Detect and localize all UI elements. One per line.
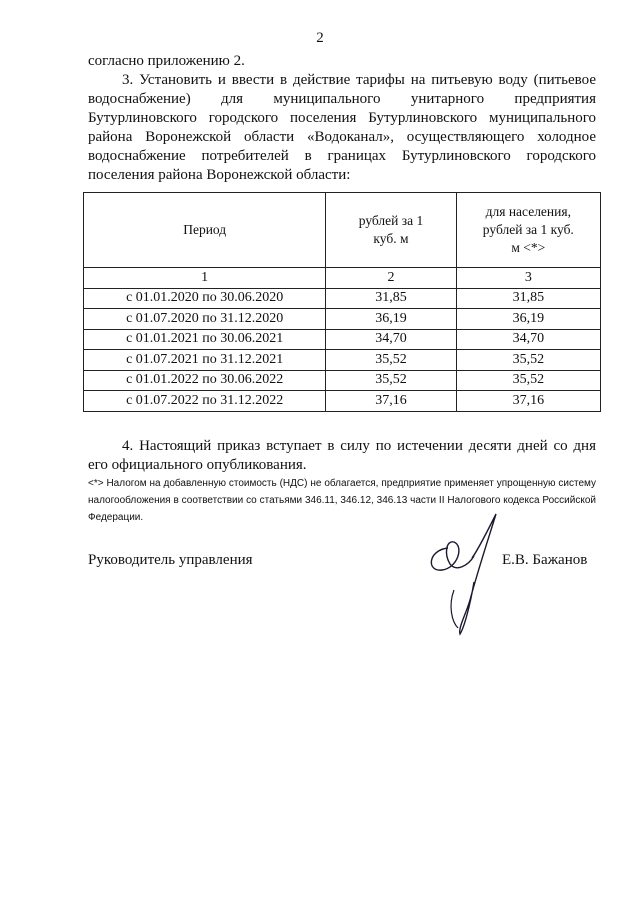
signer-name: Е.В. Бажанов [502,552,588,568]
cell-rub: 31,85 [326,288,456,309]
cell-population: 35,52 [456,350,600,371]
table-row [84,329,601,350]
cell-rub: 35,52 [326,370,456,391]
point-4-block [88,437,596,475]
header-population [456,193,600,268]
header-rub [326,193,456,268]
handwritten-signature [418,510,508,640]
footnote-block [88,475,596,526]
header-population-text: для населения, рублей за 1 куб. м <*> [482,204,574,255]
column-number: 1 [84,268,326,289]
table-body [84,268,601,412]
tariff-table [83,192,601,412]
signer-title: Руководитель управления [88,552,253,568]
table-row [84,350,601,371]
intro-line: согласно приложению 2. [88,53,245,69]
cell-rub: 36,19 [326,309,456,330]
cell-rub: 35,52 [326,350,456,371]
point-4-paragraph: 4. Настоящий приказ вступает в силу по истечении десяти дней со дня его официального опубликования. [88,438,596,473]
cell-period: с 01.01.2021 по 30.06.2021 [84,329,326,350]
cell-period: с 01.07.2021 по 31.12.2021 [84,350,326,371]
table-numbering-row [84,268,601,289]
header-rub-text: рублей за 1 куб. м [358,213,424,246]
column-number: 3 [456,268,600,289]
cell-population: 31,85 [456,288,600,309]
table-header-row [84,193,601,268]
column-number: 2 [326,268,456,289]
table-row [84,309,601,330]
cell-population: 34,70 [456,329,600,350]
cell-population: 37,16 [456,391,600,412]
table-row [84,391,601,412]
cell-rub: 37,16 [326,391,456,412]
page-number: 2 [316,30,324,46]
table-row [84,370,601,391]
cell-period: с 01.07.2022 по 31.12.2022 [84,391,326,412]
cell-population: 35,52 [456,370,600,391]
point-3-paragraph: 3. Установить и ввести в действие тарифы на питьевую воду (питьевое водоснабжение) для муниципального унитарного предприятия Бутурлиновского городского поселения Бутурлиновского муниципального района Воронежской области «Водоканал», осуществляющего холодное водоснабжение потребителей в границах Бутурлиновского городского поселения района Воронежской области: [88,72,596,183]
cell-period: с 01.07.2020 по 31.12.2020 [84,309,326,330]
cell-rub: 34,70 [326,329,456,350]
header-period: Период [84,193,326,268]
cell-period: с 01.01.2020 по 30.06.2020 [84,288,326,309]
cell-period: с 01.01.2022 по 30.06.2022 [84,370,326,391]
intro-text [88,52,596,185]
cell-population: 36,19 [456,309,600,330]
footnote-text: <*> Налогом на добавленную стоимость (НДС) не облагается, предприятие применяет упрощенную систему налогообложения в соответствии со статьями 346.11, 346.12, 346.13 части II Налогового кодекса Российской Федерации. [88,478,596,523]
table-row [84,288,601,309]
